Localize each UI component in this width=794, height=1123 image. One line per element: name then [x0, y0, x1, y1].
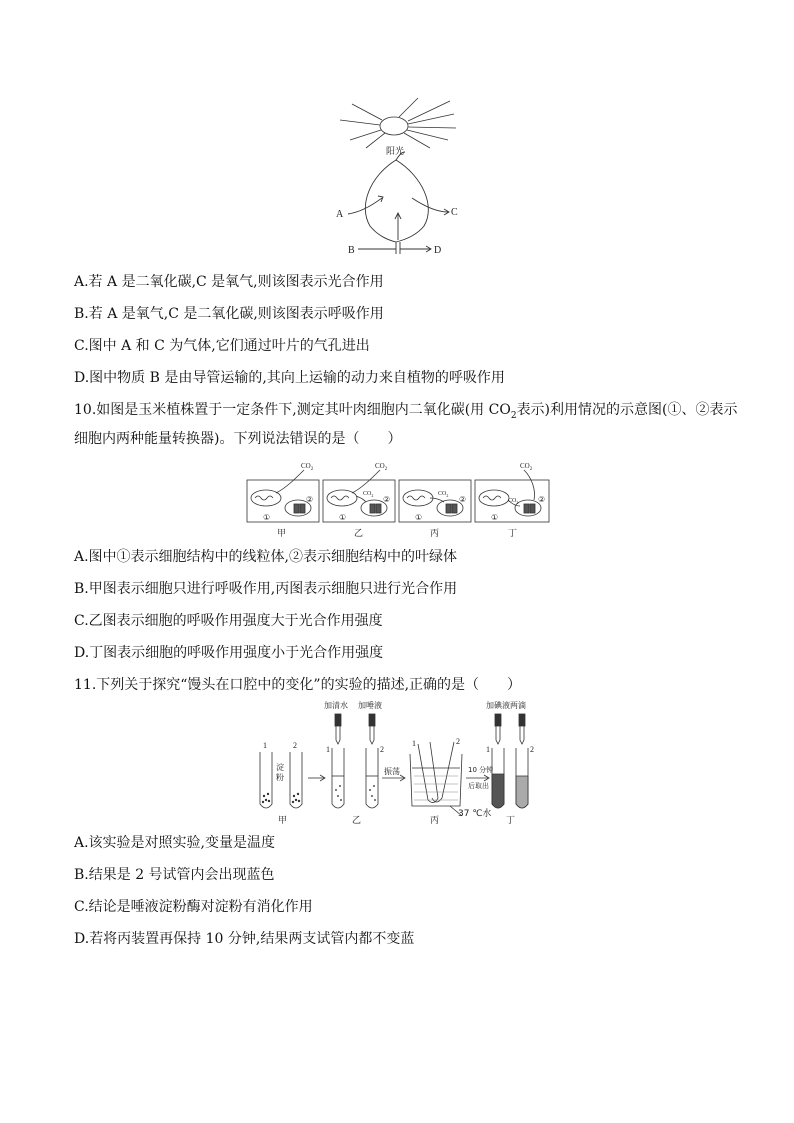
q10-stem-part1: 10.如图是玉米植株置于一定条件下,测定其叶肉细胞内二氧化碳(用 CO [74, 402, 511, 418]
tube-num-1-ding: 1 [486, 745, 490, 754]
q11-stem: 11.下列关于探究“馒头在口腔中的变化”的实验的描述,正确的是（ ） [74, 677, 522, 693]
q9-option-a: A.若 A 是二氧化碳,C 是氧气,则该图表示光合作用 [74, 274, 384, 290]
q10-option-c: C.乙图表示细胞的呼吸作用强度大于光合作用强度 [74, 613, 383, 629]
circle-1-yi: ① [339, 513, 347, 522]
sun-icon [340, 98, 456, 148]
dropper-water-icon [335, 714, 341, 744]
q10-stem-line1 [74, 401, 738, 425]
starch-label-2: 粉 [276, 773, 284, 782]
q10-option-a: A.图中①表示细胞结构中的线粒体,②表示细胞结构中的叶绿体 [74, 549, 458, 565]
circle-2-jia: ② [306, 495, 314, 504]
panel-label-bing: 丙 [430, 529, 440, 539]
co2-label-jia: $CO_2$ [301, 462, 314, 472]
q11-option-a: A.该实验是对照实验,变量是温度 [74, 835, 276, 851]
tube-num-1-yi: 1 [326, 745, 330, 754]
co2-label-yi-inner: $CO_2$ [363, 491, 374, 498]
shake-label: 振荡 [384, 767, 400, 776]
panel-label-jia: 甲 [277, 529, 287, 539]
label-b: B [348, 245, 355, 256]
panel-label-ding-11: 丁 [506, 816, 516, 826]
take-out-label: 后取出 [468, 782, 489, 790]
co2-label-ding-top: $CO_2$ [520, 462, 533, 472]
tubes-yi [332, 748, 378, 808]
tubes-ding [492, 748, 528, 808]
q11-option-c: C.结论是唾液淀粉酶对淀粉有消化作用 [74, 899, 313, 915]
circle-1-jia: ① [263, 513, 271, 522]
co2-label-yi-top: $CO_2$ [375, 462, 388, 472]
panel-label-jia-11: 甲 [278, 816, 288, 826]
circle-2-ding: ② [538, 495, 546, 504]
q10-option-b: B.甲图表示细胞只进行呼吸作用,丙图表示细胞只进行光合作用 [74, 581, 458, 597]
starch-digestion-experiment-diagram [252, 696, 548, 826]
leaf-photosynthesis-diagram [330, 96, 470, 258]
q11-option-d: D.若将丙装置再保持 10 分钟,结果两支试管内都不变蓝 [74, 931, 415, 947]
q10-option-d: D.丁图表示细胞的呼吸作用强度小于光合作用强度 [74, 645, 384, 661]
ten-min-label: 10 分钟 [468, 766, 494, 774]
label-a: A [336, 209, 344, 220]
q9-option-d: D.图中物质 B 是由导管运输的,其向上运输的动力来自植物的呼吸作用 [74, 370, 505, 386]
q11-option-b: B.结果是 2 号试管内会出现蓝色 [74, 867, 275, 883]
starch-label-1: 淀 [276, 763, 284, 772]
q9-option-c: C.图中 A 和 C 为气体,它们通过叶片的气孔进出 [74, 338, 370, 354]
panel-label-bing-11: 丙 [430, 816, 440, 826]
q10-stem-sub: 2 [510, 410, 517, 421]
tube-num-2-yi: 2 [380, 745, 384, 754]
dropper-iodine-right-icon [519, 714, 525, 744]
tube-num-2-bing: 2 [456, 737, 460, 746]
panel-label-ding: 丁 [508, 529, 518, 539]
circle-2-bing: ② [459, 495, 467, 504]
water-bath-beaker [410, 742, 462, 806]
tube-num-1-jia: 1 [263, 741, 267, 750]
tube-num-2-ding: 2 [530, 745, 534, 754]
starch-dots-jia [262, 793, 300, 803]
cell-co2-diagram [246, 458, 552, 540]
flow-arrows [348, 196, 449, 252]
dropper-saliva-icon [369, 714, 375, 744]
q10-stem-line2: 细胞内两种能量转换器)。下列说法错误的是（ ） [74, 431, 402, 447]
co2-label-ding-inner: $CO_2$ [508, 498, 519, 505]
circle-2-yi: ② [383, 495, 391, 504]
add-water-label: 加清水 [324, 701, 348, 710]
add-saliva-label: 加唾液 [358, 701, 382, 710]
tube-num-1-bing: 1 [412, 739, 416, 748]
panel-label-yi: 乙 [354, 529, 364, 539]
panel-label-yi-11: 乙 [352, 816, 362, 826]
label-d: D [434, 245, 442, 256]
label-c: C [451, 207, 458, 218]
circle-1-bing: ① [415, 513, 423, 522]
tube-num-2-jia: 2 [293, 741, 297, 750]
water-hatching [414, 776, 458, 800]
water-37-label: 37 ℃水 [458, 809, 492, 819]
circle-1-ding: ① [491, 513, 499, 522]
sunlight-label: 阳光 [386, 147, 405, 157]
add-iodine-label: 加碘液两滴 [486, 701, 526, 710]
dropper-iodine-left-icon [495, 714, 501, 744]
q9-option-b: B.若 A 是氧气,C 是二氧化碳,则该图表示呼吸作用 [74, 306, 384, 322]
q10-stem-part2: 表示)利用情况的示意图(①、②表示 [516, 402, 738, 418]
co2-label-bing: $CO_2$ [438, 491, 449, 498]
